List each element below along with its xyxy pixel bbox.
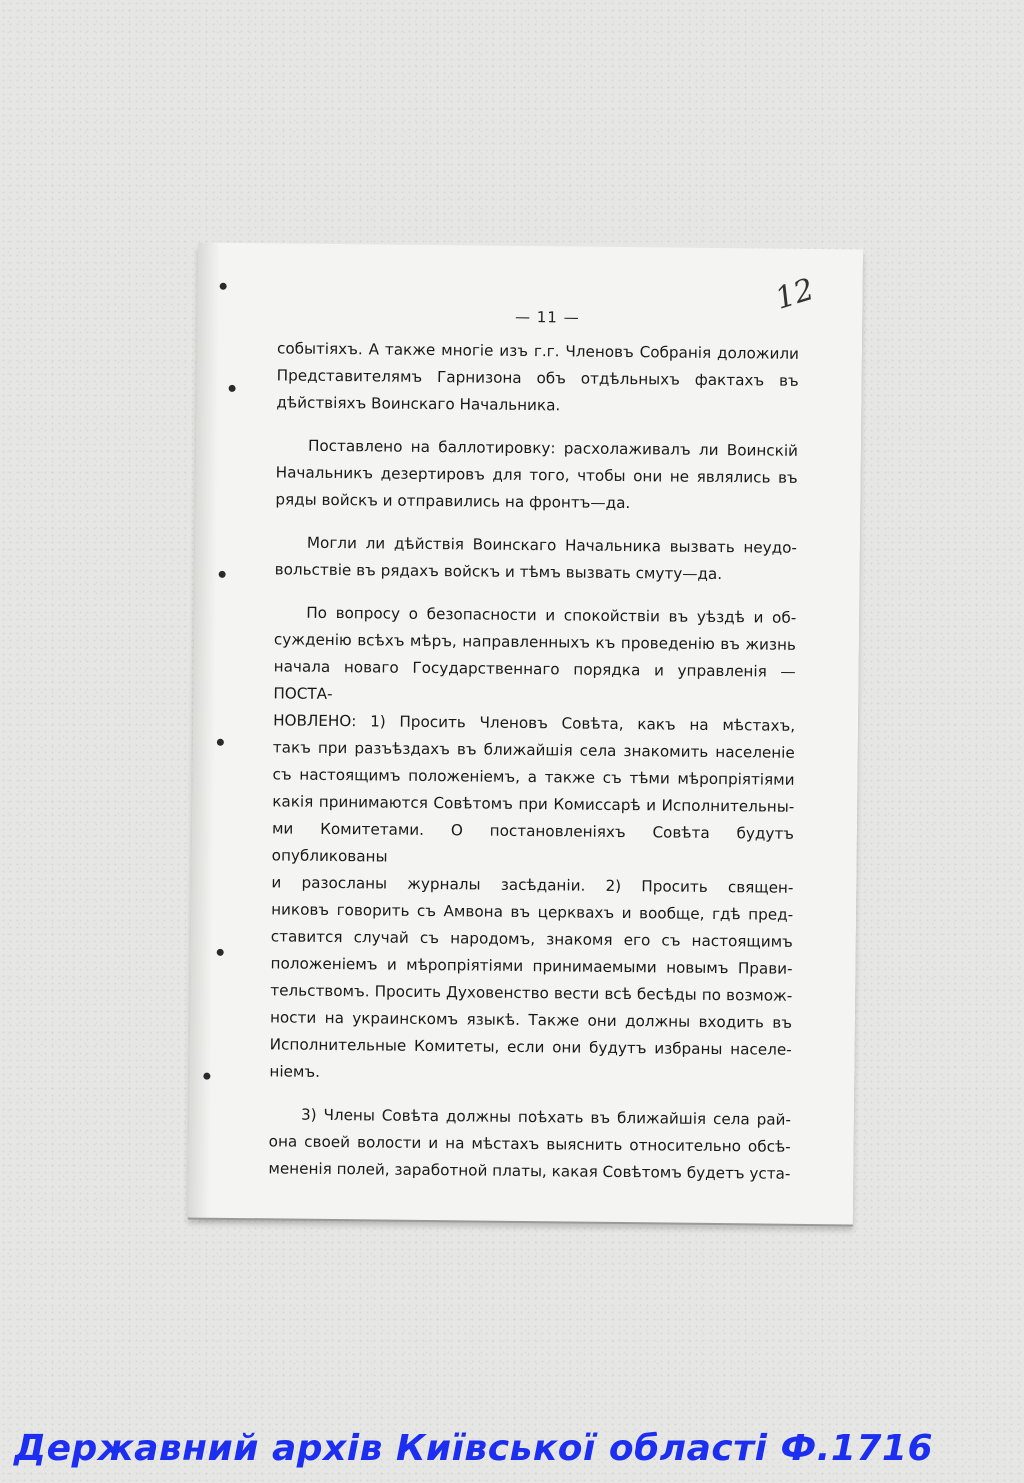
binding-hole	[217, 949, 224, 956]
paragraph	[268, 1101, 791, 1187]
text-line: Поставлено на баллотировку: расхолаживалъ ли Воинскій	[307, 436, 799, 460]
text-line: съ настоящимъ положеніемъ, а также съ тѣми мѣропріятіями	[272, 765, 795, 789]
text-line: никовъ говорить съ Амвона въ церквахъ и вообще, гдѣ пред-	[271, 900, 794, 924]
text-line: Могли ли дѣйствія Воинскаго Начальника вызвать неудо-	[306, 533, 798, 557]
binding-hole	[219, 571, 226, 578]
paragraph	[276, 335, 799, 421]
text-line: какія принимаются Совѣтомъ при Комиссарѣ и Исполнительны-	[272, 792, 795, 816]
binding-hole	[217, 739, 224, 746]
text-line: тельствомъ. Просить Духовенство вести всѣ бесѣды по возмож-	[270, 981, 793, 1005]
paragraph	[269, 599, 796, 1090]
folio-mark: 12	[771, 271, 819, 317]
archive-watermark: Державний архів Київської області Ф.1716	[14, 1428, 934, 1469]
document-body	[268, 335, 799, 1203]
binding-hole	[203, 1073, 210, 1080]
text-line: сужденію всѣхъ мѣръ, направленныхъ къ проведенію въ жизнь	[273, 630, 797, 654]
text-line: ряды войскъ и отправились на фронтъ—да.	[275, 490, 631, 513]
text-line: Исполнительные Комитеты, если они будутъ избраны населе-	[269, 1035, 792, 1059]
binding-hole	[229, 385, 236, 392]
page-number: — 11 —	[514, 307, 580, 327]
text-line: ніемъ.	[269, 1062, 321, 1081]
text-line: ставится случай съ народомъ, знакомя его съ настоящимъ	[270, 927, 793, 951]
binding-hole	[220, 283, 227, 290]
text-line: вольствіе въ рядахъ войскъ и тѣмъ вызвать смуту—да.	[274, 560, 723, 584]
text-line: Начальникъ дезертировъ для того, чтобы они не являлись въ	[275, 463, 798, 487]
text-line: она своей волости и на мѣстахъ выяснить относительно обсѣ-	[268, 1132, 791, 1156]
text-line: положеніемъ и мѣропріятіями принимаемыми новымъ Прави-	[270, 954, 793, 978]
text-line: дѣйствіяхъ Воинскаго Начальника.	[276, 393, 561, 415]
text-line: ности на украинскомъ языкѣ. Также они должны входить въ	[269, 1008, 793, 1032]
text-line: событіяхъ. А также многіе изъ г.г. Членовъ Собранія доложили	[276, 339, 800, 363]
text-line: мененія полей, заработной платы, какая Совѣтомъ будетъ уста-	[268, 1159, 791, 1183]
paragraph	[275, 529, 798, 588]
text-line: Представителямъ Гарнизона объ отдѣльныхъ фактахъ въ	[276, 366, 799, 390]
text-line: 3) Члены Совѣта должны поѣхать въ ближайшія села рай-	[300, 1105, 792, 1129]
text-line: такъ при разъѣздахъ въ ближайшія села знакомить населеніе	[272, 738, 795, 762]
text-line: начала новаго Государственнаго порядка и управленія —ПОСТА-	[273, 657, 796, 703]
document-sheet	[188, 243, 863, 1225]
text-line: ми Комитетами. О постановленіяхъ Совѣта будутъ опубликованы	[271, 819, 795, 866]
text-line: и разосланы журналы засѣданіи. 2) Просить священ-	[271, 873, 794, 897]
paragraph	[275, 432, 798, 518]
text-line: По вопросу о безопасности и спокойствіи въ уѣздѣ и об-	[306, 603, 797, 627]
text-line: НОВЛЕНО: 1) Просить Членовъ Совѣта, какъ на мѣстахъ,	[273, 711, 796, 735]
